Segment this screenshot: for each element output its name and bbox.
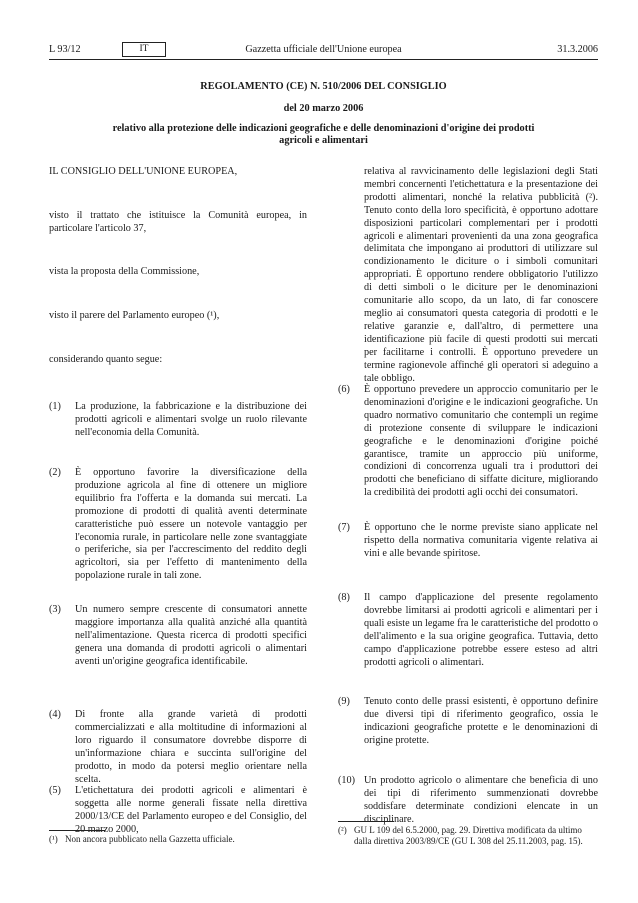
page-header — [49, 44, 598, 58]
recital-5 — [49, 785, 307, 837]
recital-text: Un numero sempre crescente di consumatori annette maggiore importanza alla qualità anziché alla quantità nell'alimentazione. Questa ricerca di prodotti specifici genera una domanda di prodotti agricoli o alimentari aventi un'origine geografica identificabile. — [75, 604, 307, 667]
recital-text: È opportuno favorire la diversificazione della produzione agricola al fine di ottenere un migliore equilibrio fra l'offerta e la domanda sui mercati. La promozione di prodotti di qualità aventi determinate caratteristiche può essere un notevole vantaggio per l'economia rurale, in particolare nelle zone svantaggiate o periferiche, sia per l'accrescimento del reddito degli agricoltori, sia per l'effetto di mantenimento della popolazione rurale in tali zone. — [75, 467, 307, 582]
whereas-intro: considerando quanto segue: — [49, 354, 163, 365]
recital-number: (9) — [338, 696, 350, 707]
recital-number: (1) — [49, 401, 61, 412]
recital-number: (5) — [49, 785, 61, 796]
recital-number: (8) — [338, 592, 350, 603]
recital-10 — [338, 775, 598, 827]
recital-text: È opportuno prevedere un approccio comunitario per le denominazioni d'origine e le indicazioni geografiche. Un quadro normativo comunitario che contempli un regime di protezione consente di sviluppare le indicazioni geografiche e le denominazioni d'origine poiché garantisce, tramite un approccio più uniforme, condizioni di concorrenza uguali tra i produttori dei prodotti che beneficiano di siffatte diciture, migliorando la credibilità dei prodotti agli occhi dei consumatori. — [364, 384, 598, 499]
recital-text: È opportuno che le norme previste siano applicate nel rispetto della normativa comunitaria vigente relativa ai vini e alle bevande spiritose. — [364, 522, 598, 559]
language-code-box: IT — [122, 42, 166, 57]
recital-4 — [49, 709, 307, 786]
regulation-title: REGOLAMENTO (CE) N. 510/2006 DEL CONSIGLIO — [200, 81, 447, 92]
recital-3 — [49, 604, 307, 669]
regulation-subject-line1: relativo alla protezione delle indicazioni geografiche e delle denominazioni d'origine dei prodotti — [112, 123, 535, 134]
citation-treaty: visto il trattato che istituisce la Comunità europea, in particolare l'articolo 37, — [49, 210, 307, 234]
citation-proposal: vista la proposta della Commissione, — [49, 266, 200, 277]
footnote-rule-left — [49, 830, 105, 831]
recital-number: (10) — [338, 775, 355, 786]
recital-7 — [338, 522, 598, 561]
footnote-number: (¹) — [49, 834, 58, 844]
citation-parliament: visto il parere del Parlamento europeo (¹), — [49, 310, 220, 321]
footnote-2 — [338, 825, 598, 847]
recital-9 — [338, 696, 598, 748]
council-heading: IL CONSIGLIO DELL'UNIONE EUROPEA, — [49, 166, 238, 177]
recital-number: (6) — [338, 384, 350, 395]
recital-8 — [338, 592, 598, 669]
publication-date: 31.3.2006 — [557, 44, 598, 55]
recital-number: (4) — [49, 709, 61, 720]
footnote-text: Non ancora pubblicato nella Gazzetta ufficiale. — [65, 834, 235, 844]
footnote-1 — [49, 834, 307, 845]
recital-text: Un prodotto agricolo o alimentare che beneficia di uno dei tipi di riferimento summenzionati dovrebbe soddisfare determinate condizioni elencate in un disciplinare. — [364, 775, 598, 825]
recital-number: (3) — [49, 604, 61, 615]
recital-text: La produzione, la fabbricazione e la distribuzione dei prodotti agricoli e alimentari svolge un ruolo rilevante nell'economia della Comunità. — [75, 401, 307, 438]
recital-5-continuation: relativa al ravvicinamento delle legislazioni degli Stati membri concernenti l'etichettatura e la presentazione dei prodotti alimentari, nonché la relativa pubblicità (²). Tenuto conto della loro specificità, è opportuno adottare disposizioni particolari complementari per i prodotti agricoli e alimentari provenienti da una zona geografica delimitata che impongano ai produttori di utilizzare sul condizionamento le diciture o i simboli comunitari appropriati. È opportuno rendere obbligatorio l'utilizzo di detti simboli o le diciture per le denominazioni comunitarie allo scopo, da un lato, di far conoscere meglio ai consumatori questa categoria di prodotti e le relative garanzie e, dall'altro, di permettere una identificazione più facile di questi prodotti sui mercati per facilitarne i controlli. È opportuno prevedere un termine ragionevole affinché gli operatori si adeguino a tale obbligo. — [364, 166, 598, 384]
recital-text: L'etichettatura dei prodotti agricoli e alimentari è soggetta alle norme generali fissate nella direttiva 2000/13/CE del Parlamento europeo e del Consiglio, del 20 marzo 2000, — [75, 785, 307, 835]
regulation-subject-line2: agricoli e alimentari — [279, 135, 368, 146]
regulation-date: del 20 marzo 2006 — [283, 103, 364, 114]
journal-name: Gazzetta ufficiale dell'Unione europea — [245, 44, 402, 55]
page-reference: L 93/12 — [49, 44, 81, 55]
recital-text: Di fronte alla grande varietà di prodotti commercializzati e alla moltitudine di informazioni al loro riguardo il consumatore dovrebbe disporre di un'informazione chiara e succinta sull'origine del prodotto, in modo da potersi meglio orientare nella scelta. — [75, 709, 307, 785]
recital-text: Tenuto conto delle prassi esistenti, è opportuno definire due diversi tipi di riferimento geografico, ossia le indicazioni geografiche protette e le denominazioni di origine protette. — [364, 696, 598, 746]
footnote-rule-right — [338, 821, 394, 822]
recital-1 — [49, 401, 307, 440]
recital-number: (2) — [49, 467, 61, 478]
recital-number: (7) — [338, 522, 350, 533]
footnote-number: (²) — [338, 825, 347, 835]
header-rule — [49, 59, 598, 60]
recital-text: Il campo d'applicazione del presente regolamento dovrebbe limitarsi ai prodotti agricoli e alimentari per i quali esiste un legame fra le caratteristiche del prodotto o dell'alimento e la sua origine geografica. Tuttavia, detto campo d'applicazione potrebbe essere esteso ad altri prodotti agricoli o alimentari. — [364, 592, 598, 668]
footnote-text: GU L 109 del 6.5.2000, pag. 29. Direttiva modificata da ultimo dalla direttiva 2003/89/CE (GU L 308 del 25.11.2003, pag. 15). — [354, 825, 583, 846]
recital-2 — [49, 467, 307, 583]
recital-6 — [338, 384, 598, 500]
